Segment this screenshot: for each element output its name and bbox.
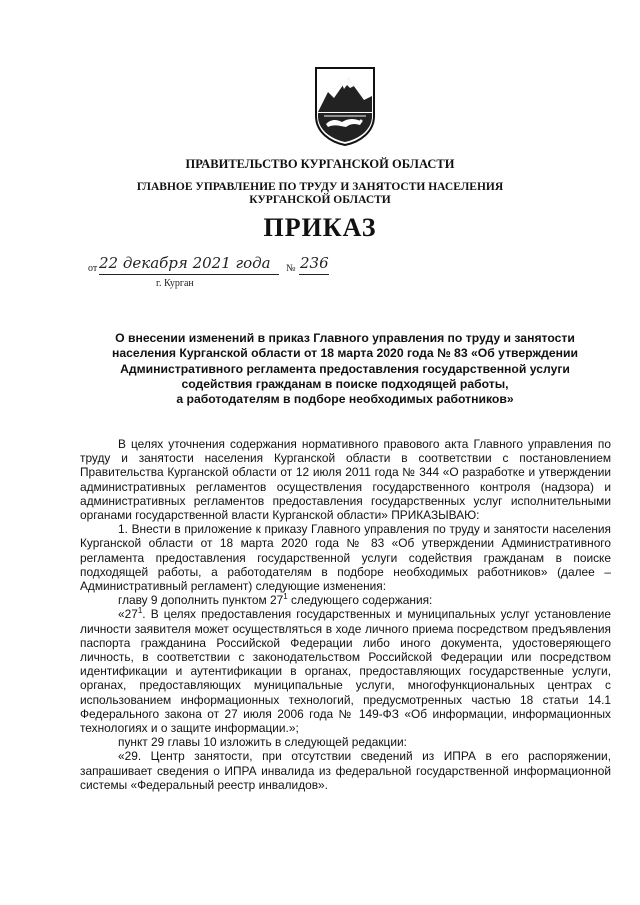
- title-line: О внесении изменений в приказ Главного управления по труду и занятости: [115, 331, 575, 345]
- point-27-text: . В целях предоставления государственных и муниципальных услуг установление личности заявителя может осуществляться в ходе личного приема посредством предъявления паспорта гражданина Российской Федерации либо иного документа, удостоверяющего личность, в соответствии с законодательством Российской Федерации или посредством идентификации и аутентификации в органах, предоставляющих государственные услуги, органах, предоставляющих муниципальные услуги, многофункциональных центрах с использованием информационных технологий, предусмотренных частью 18 статьи 14.1 Федерального закона от 27 июля 2006 года № 149-ФЗ «Об информации, информационных технологиях и о защите информации.»;: [80, 607, 611, 736]
- order-body: [80, 437, 611, 792]
- point-29-intro-paragraph: пункт 29 главы 10 изложить в следующей редакции:: [118, 735, 407, 750]
- item-1-paragraph: 1. Внести в приложение к приказу Главного управления по труду и занятости населения Курганской области от 18 марта 2020 года № 83 «Об утверждении Административного регламента предоставления государственной услуги содействия гражданам в поиске подходящей работы, а работодателям в подборе необходимых работников» (далее – Административный регламент) следующие изменения:: [80, 522, 611, 594]
- chapter-9-paragraph: [80, 593, 611, 607]
- title-line: содействия гражданам в поиске подходящей работы,: [181, 376, 509, 391]
- document-type-heading: ПРИКАЗ: [263, 213, 377, 242]
- superscript: 1: [137, 606, 143, 616]
- title-line: Административного регламента предоставления государственной услуги: [120, 361, 570, 376]
- point-27-number: «27: [118, 607, 138, 622]
- preamble-paragraph: В целях уточнения содержания нормативного правового акта Главного управления по труду и занятости населения Курганской области в соответствии с постановлением Правительства Курганской области от 12 июля 2011 года № 344 «О разработке и утверждении административных регламентов осуществления государственного контроля (надзора) и административных регламентов предоставления государственных услуг исполнительными органами государственной власти Курганской области» ПРИКАЗЫВАЮ:: [80, 437, 611, 523]
- number-underline: [299, 274, 329, 275]
- point-27-1-paragraph: [80, 607, 611, 735]
- department-line-1: ГЛАВНОЕ УПРАВЛЕНИЕ ПО ТРУДУ И ЗАНЯТОСТИ НАСЕЛЕНИЯ: [136, 181, 504, 193]
- order-title: [90, 331, 600, 407]
- date-from-label: от: [88, 263, 98, 274]
- handwritten-number: 236: [300, 254, 329, 272]
- point-29-paragraph: «29. Центр занятости, при отсутствии сведений из ИПРА в его распоряжении, запрашивает сведения о ИПРА инвалида из федеральной государственной информационной системы «Федеральный реестр инвалидов».: [80, 749, 611, 792]
- government-name: ПРАВИТЕЛЬСТВО КУРГАНСКОЙ ОБЛАСТИ: [185, 157, 455, 171]
- superscript: 1: [283, 592, 288, 602]
- number-label: №: [286, 263, 296, 274]
- chapter-9-text: главу 9 дополнить пунктом 27: [118, 593, 284, 608]
- department-name: [0, 181, 640, 207]
- date-underline: [99, 274, 279, 275]
- chapter-9-text-end: следующего содержания:: [287, 593, 433, 608]
- coat-of-arms-emblem: [314, 66, 376, 146]
- title-line: населения Курганской области от 18 марта 2020 года № 83 «Об утверждении: [112, 346, 578, 361]
- city-label: г. Курган: [156, 278, 194, 289]
- department-line-2: КУРГАНСКОЙ ОБЛАСТИ: [249, 194, 391, 206]
- handwritten-date: 22 декабря 2021 года: [99, 254, 271, 272]
- title-line: а работодателям в подборе необходимых работников»: [176, 392, 514, 407]
